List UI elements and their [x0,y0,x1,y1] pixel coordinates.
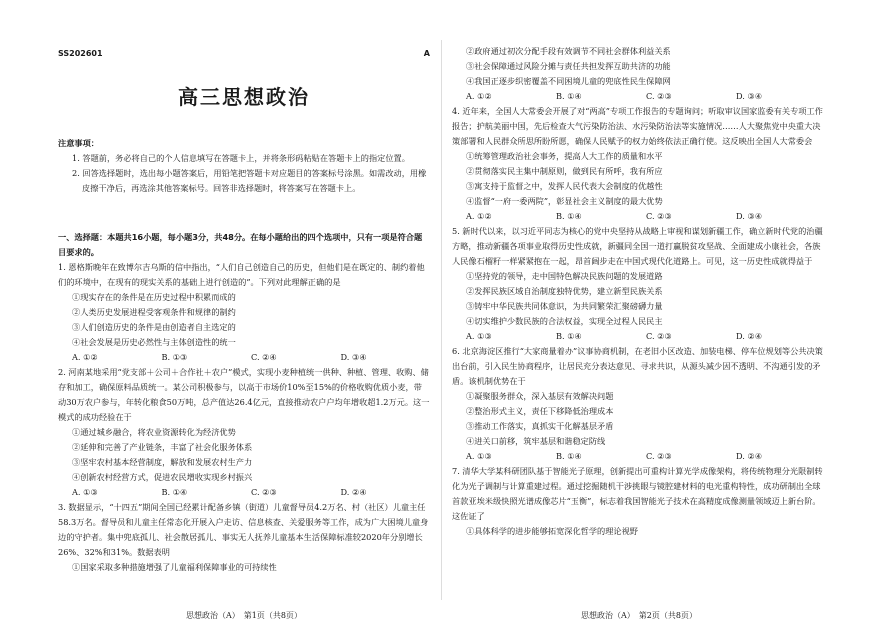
choice-c: C. ②③ [646,211,672,221]
paper-version: A [423,49,430,58]
choice-a: A. ①② [466,91,492,101]
choice-a: A. ①③ [466,331,492,341]
option-item: ①凝聚服务群众，深入基层有效解决问题 [466,391,614,401]
option-item: ②整治形式主义，责任下移降低治理成本 [466,406,614,416]
option-item: ④我国正逐步织密覆盖不同困境儿童的兜底性民生保障网 [466,76,671,86]
question-stem: 3. 数据显示，“十四五”期间全国已经累计配备乡镇（街道）儿童督导员4.2万名、村（社区）儿童主任58.3万名。督导员和儿童主任常态化开展入户走访、信息核查、关爱服务等工作，成为广大困境儿童身边的守护者。集中兜底孤儿、社会散居孤儿、事实无人抚养儿童基本生活保障标准较2020年分别增长26%、32%和31%。数据表明 [58,502,429,557]
option-item: ④创新农村经营方式，促进农民增收实现乡村振兴 [72,472,253,482]
answer-choices [58,485,430,500]
question-stem: 7. 清华大学某科研团队基于智能光子原理，创新提出可重构计算光学成像架构，将传统物理分光限制转化为光子调制与计算重建过程。通过挖掘随机干涉挑眼与镜腔建材料的电光重构特性，成功研制出全球首款亚埃米级快照光谱成像芯片“玉衡”，标志着我国智能光子技术在高精度成像测量领域迈上新台阶。这佐证了 [452,466,823,521]
section-heading: 一、选择题：本题共16小题，每小题3分，共48分。在每小题给出的四个选项中，只有一项是符合题目要求的。 [58,232,423,257]
notes-block [58,136,430,196]
choice-a: A. ①③ [72,487,98,497]
choice-b: B. ①③ [161,352,188,362]
choice-c: C. ②④ [251,352,277,362]
choice-b: B. ①④ [556,451,582,461]
choice-d: D. ③④ [736,91,763,101]
option-item: ③寓支持于监督之中，发挥人民代表大会制度的优越性 [466,181,663,191]
questions-left [58,230,430,575]
page-left [58,0,430,630]
choice-b: B. ①④ [556,331,582,341]
answer-choices [452,89,826,104]
choice-a: A. ①② [72,352,98,362]
page-right [452,0,826,630]
option-item: ④监督“一府一委两院”，彰显社会主义制度的最大优势 [466,196,663,206]
option-item: ④进关口前移，筑牢基层和谐稳定防线 [466,436,606,446]
answer-choices [452,209,826,224]
paper-code: SS202601 [58,49,103,58]
page-title: 高三思想政治 [178,85,310,109]
answer-choices [452,449,826,464]
choice-d: D. ③④ [736,211,763,221]
option-item: ②贯彻落实民主集中制原则，做到民有所呼，我有所应 [466,166,663,176]
option-item: ①通过城乡融合，将农业资源转化为经济优势 [72,427,236,437]
question-stem: 4. 近年来，全国人大常委会开展了对“两高”专项工作报告的专题询问；听取审议国家监委有关专项工作报告；护航美丽中国，先后检查大气污染防治法、水污染防治法等实施情况……人大聚焦党中央重大决策部署和人民群众所思所盼所愿，确保人民赋予的权力始终依法正确行使。这反映出全国人大常委会 [452,106,823,146]
choice-d: D. ②④ [736,331,763,341]
option-item: ③坚牢农村基本经营制度，解放和发展农村生产力 [72,457,253,467]
option-item: ③铸牢中华民族共同体意识，为共同繁荣汇聚磅礴力量 [466,301,663,311]
notes-heading: 注意事项： [58,138,99,148]
choice-a: A. ①② [466,211,492,221]
question-5 [452,224,826,344]
choice-c: C. ②③ [251,487,277,497]
question-7 [452,464,826,539]
center-divider [441,40,442,600]
question-4 [452,104,826,224]
choice-a: A. ①③ [466,451,492,461]
choice-b: B. ①④ [556,91,582,101]
question-6 [452,344,826,464]
option-item: ①坚持党的领导，走中国特色解决民族问题的发展道路 [466,271,663,281]
choice-c: C. ②③ [646,331,672,341]
option-item: ③社会保障通过风险分摊与责任共担发挥互助共济的功能 [466,61,671,71]
note-item: 2. 回答选择题时，选出每小题答案后，用铅笔把答题卡对应题目的答案标号涂黑。如需改动，用橡皮擦干净后，再选涂其他答案标号。回答非选择题时，将答案写在答题卡上。 [72,168,427,193]
question-stem: 1. 恩格斯晚年在致博尔吉乌斯的信中指出，“人们自己创造自己的历史，但他们是在既定的、制约着他们的环境中，在现有的现实关系的基础上进行创造的”。下列对此理解正确的是 [58,262,425,287]
option-item: ①统筹管理政治社会事务，提高人大工作的质量和水平 [466,151,663,161]
option-item: ①国家采取多种措施增强了儿童福利保障事业的可持续性 [72,562,277,572]
choice-d: D. ②④ [340,487,367,497]
question-stem: 2. 河南某地采用“党支部＋公司＋合作社＋农户”模式，实现小麦种植统一供种、种植、管理、收购、储存和加工，确保原料品质统一。某公司积极参与，以高于市场价10%至15%的价格收购优质小麦，带动30万农户参与，年转化粮食50万吨，总产值达26.4亿元，直接推动农户户均年增收超1.2万元。这一模式的成功经验在于 [58,367,430,422]
question-3 [58,500,430,575]
header-row [58,46,430,58]
choice-d: D. ②④ [736,451,763,461]
page-footer: 思想政治（A） 第2页（共8页） [581,611,697,620]
option-item: ④切实维护少数民族的合法权益，实现全过程人民民主 [466,316,663,326]
questions-right [452,44,826,539]
option-item: ①具体科学的进步能够拓宽深化哲学的理论视野 [466,526,638,536]
option-item: ③人们创造历史的条件是由创造者自主选定的 [72,322,236,332]
option-item: ②延伸和完善了产业链条，丰富了社会化服务体系 [72,442,253,452]
answer-choices [452,329,826,344]
choice-c: C. ②③ [646,91,672,101]
option-item: ③推动工作落实，真抓实干化解基层矛盾 [466,421,614,431]
option-item: ④社会发展是历史必然性与主体创造性的统一 [72,337,236,347]
note-item: 1. 答题前，务必将自己的个人信息填写在答题卡上，并将条形码粘贴在答题卡上的指定位置。 [72,153,410,163]
choice-d: D. ③④ [340,352,367,362]
option-item: ②人类历史发展进程受客观条件和规律的制约 [72,307,236,317]
question-stem: 5. 新时代以来，以习近平同志为核心的党中央坚持从战略上审视和谋划新疆工作，确立新时代党的治疆方略，推动新疆各项事业取得历史性成就，新疆同全国一道打赢脱贫攻坚战、全面建成小康社会，各族人民像石榴籽一样紧紧抱在一起，昂首阔步走在中国式现代化道路上。可见，这一历史性成就得益于 [452,226,823,266]
option-item: ②政府通过初次分配手段有效调节不同社会群体利益关系 [466,46,671,56]
choice-c: C. ②③ [646,451,672,461]
answer-choices [58,350,430,365]
choice-b: B. ①④ [161,487,188,497]
option-item: ①现实存在的条件是在历史过程中积累而成的 [72,292,236,302]
question-2 [58,365,430,500]
question-3-continued [452,44,826,104]
page-footer: 思想政治（A） 第1页（共8页） [186,611,302,620]
option-item: ②发挥民族区域自治制度独特优势，建立新型民族关系 [466,286,663,296]
question-stem: 6. 北京海淀区推行“大家商量着办”议事协商机制，在老旧小区改造、加装电梯、停车位规划等公共决策出台前，引入民生协商程序，让居民充分表达意见、寻求共识，从源头减少因不透明、不沟通引发的矛盾。该机制优势在于 [452,346,823,386]
question-1 [58,260,430,365]
choice-b: B. ①④ [556,211,582,221]
